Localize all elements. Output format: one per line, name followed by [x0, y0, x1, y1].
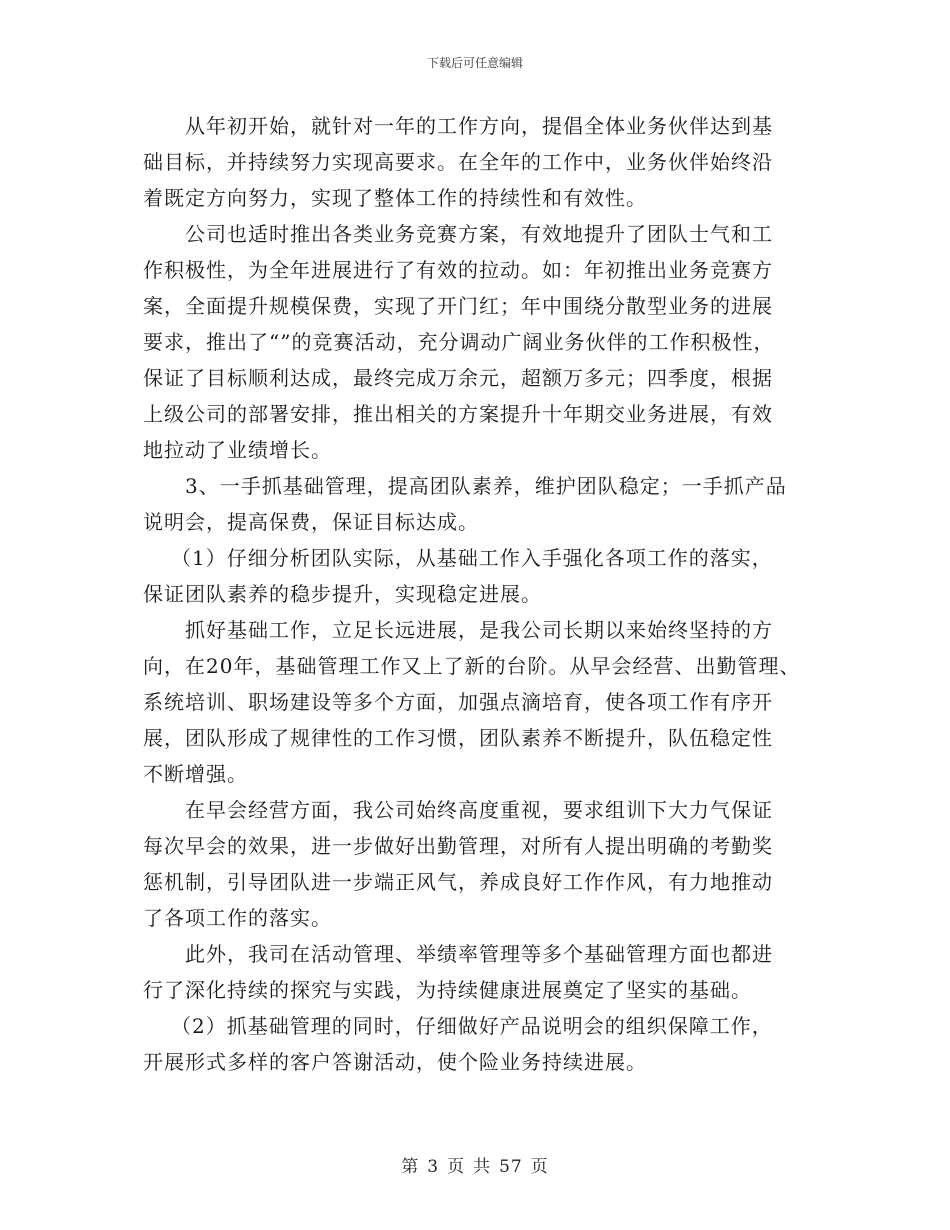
- text-line: 开展形式多样的客户答谢活动，使个险业务持续进展。: [143, 1050, 647, 1074]
- text-line: 保证团队素养的稳步提升，实现稳定进展。: [143, 582, 542, 606]
- footer-page-word: 页: [447, 1157, 466, 1177]
- text-line: 作积极性，为全年进展进行了有效的拉动。如：年初推出业务竞赛方: [143, 258, 773, 282]
- text-line: 在早会经营方面，我公司始终高度重视，要求组训下大力气保证: [185, 798, 773, 822]
- text-line: 不断增强。: [143, 762, 248, 786]
- text-line: 公司也适时推出各类业务竞赛方案，有效地提升了团队士气和工: [185, 222, 773, 246]
- text-line: 3、一手抓基础管理，提高团队素养，维护团队稳定；一手抓产品: [185, 474, 787, 498]
- text-line: （1）仔细分析团队实际，从基础工作入手强化各项工作的落实，: [171, 546, 773, 570]
- text-line: 此外，我司在活动管理、举绩率管理等多个基础管理方面也都进: [185, 942, 773, 966]
- page-header: 下载后可任意编辑: [426, 56, 523, 70]
- text-line: 了各项工作的落实。: [143, 906, 332, 930]
- text-line: 抓好基础工作，立足长远进展，是我公司长期以来始终坚持的方: [185, 618, 773, 642]
- text-line: 从年初开始，就针对一年的工作方向，提倡全体业务伙伴达到基: [185, 114, 773, 138]
- document-body: [143, 108, 809, 1080]
- page-footer: [0, 1152, 950, 1177]
- footer-prefix: 第: [401, 1157, 420, 1177]
- footer-total-word: 共: [473, 1157, 492, 1177]
- text-line: 要求，推出了“”的竞赛活动，充分调动广阔业务伙伴的工作积极性，: [143, 330, 775, 354]
- text-line: 行了深化持续的探究与实践，为持续健康进展奠定了坚实的基础。: [143, 978, 752, 1002]
- text-line: 展，团队形成了规律性的工作习惯，团队素养不断提升，队伍稳定性: [143, 726, 773, 750]
- total-page-number: 57: [499, 1157, 523, 1177]
- text-line: 案，全面提升规模保费，实现了开门红；年中围绕分散型业务的进展: [143, 294, 773, 318]
- current-page-number: 3: [427, 1157, 440, 1177]
- text-line: 保证了目标顺利达成，最终完成万余元，超额万多元；四季度，根据: [143, 366, 773, 390]
- text-line: 上级公司的部署安排，推出相关的方案提升十年期交业务进展，有效: [143, 402, 773, 426]
- text-line: 向，在20年，基础管理工作又上了新的台阶。从早会经营、出勤管理、: [143, 654, 801, 678]
- text-line: （2）抓基础管理的同时，仔细做好产品说明会的组织保障工作，: [171, 1014, 773, 1038]
- text-line: 础目标，并持续努力实现高要求。在全年的工作中，业务伙伴始终沿: [143, 150, 773, 174]
- text-line: 每次早会的效果，进一步做好出勤管理，对所有人提出明确的考勤奖: [143, 834, 773, 858]
- text-line: 惩机制，引导团队进一步端正风气，养成良好工作作风，有力地推动: [143, 870, 773, 894]
- text-line: 着既定方向努力，实现了整体工作的持续性和有效性。: [143, 186, 647, 210]
- text-line: 系统培训、职场建设等多个方面，加强点滴培育，使各项工作有序开: [143, 690, 773, 714]
- text-line: 地拉动了业绩增长。: [143, 438, 332, 462]
- footer-suffix: 页: [530, 1157, 549, 1177]
- text-line: 说明会，提高保费，保证目标达成。: [143, 510, 479, 534]
